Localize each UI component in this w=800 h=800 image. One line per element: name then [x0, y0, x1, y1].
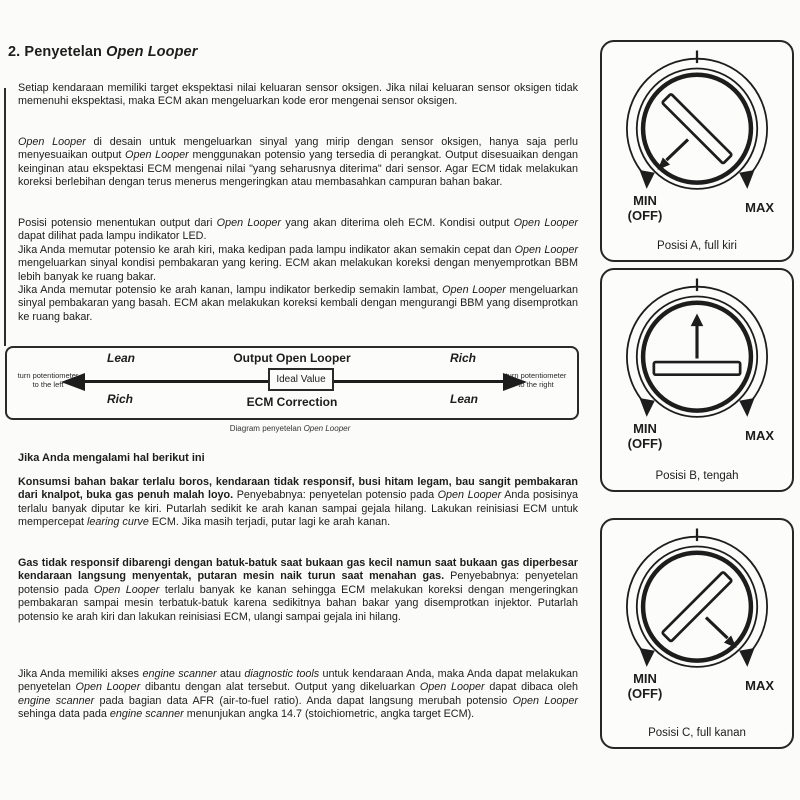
- dial-panel-b: [600, 268, 794, 492]
- diagram-caption: Diagram penyetelan Open Looper: [229, 424, 351, 433]
- min-off-label: MIN (OFF): [627, 421, 663, 451]
- diagram-top-label: Output Open Looper: [233, 351, 351, 365]
- potentiometer-dial-full-left-icon: [607, 46, 787, 197]
- left-arrowhead-icon: [61, 373, 85, 391]
- diagram-bottom-label: ECM Correction: [246, 395, 338, 409]
- page-title: 2. Penyetelan Open Looper: [8, 44, 198, 60]
- dial-caption-a: Posisi A, full kiri: [657, 240, 737, 252]
- min-off-label: MIN (OFF): [627, 193, 663, 223]
- turn-left-note: turn potentiometer to the left: [17, 371, 79, 389]
- max-label: MAX: [745, 678, 774, 693]
- section-subheading: Jika Anda mengalami hal berikut ini: [18, 452, 205, 464]
- potentiometer-dial-full-right-icon: [607, 524, 787, 675]
- rich-right-label: Rich: [450, 351, 477, 365]
- ideal-value-box: Ideal Value: [268, 368, 334, 391]
- body-paragraph-6: Jika Anda memiliki akses engine scanner atau diagnostic tools untuk kendaraan Anda, maka Anda dapat melakukan penyetelan Open Looper dibantu dengan alat tersebut. Output yang dikeluarkan Open Looper dapat dibaca oleh engine scanner pada bagian data AFR (air-to-fuel ratio). Anda dapat langsung merubah potensio Open Looper sehinga data pada engine scanner menunjukan angka 14.7 (stoichiometric, angka target ECM).: [18, 668, 579, 721]
- dial-caption-c: Posisi C, full kanan: [648, 727, 746, 739]
- lean-right-label: Lean: [450, 392, 479, 406]
- turn-right-note: turn potentiometer to the right: [505, 371, 567, 389]
- body-paragraph-3: Posisi potensio menentukan output dari Open Looper yang akan diterima oleh ECM. Kondisi output Open Looper dapat dilihat pada lampu indikator LED. Jika Anda memutar potensio ke arah kiri, maka kedipan pada lampu indikator akan semakin cepat dan Open Looper mengeluarkan sinyal kondisi pembakaran yang kering. ECM akan melakukan koreksi dengan menyemprotkan BBM lebih banyak ke ruang bakar. Jika Anda memutar potensio ke arah kanan, lampu indikator berkedip semakin lambat, Open Looper mengeluarkan sinyal pembakaran yang basah. ECM akan melakukan koreksi kembali dengan mengurangi BBM yang disemprotkan ke ruang bakar.: [18, 217, 579, 323]
- lean-left-label: Lean: [107, 351, 136, 365]
- body-paragraph-1: Setiap kendaraan memiliki target ekspektasi nilai keluaran sensor oksigen. Jika nilai keluaran sensor oksigen tidak memenuhi ekspektasi, maka ECM akan mengeluarkan kode eror mengenai sensor oksigen.: [18, 82, 578, 108]
- dial-panel-c: [600, 518, 794, 749]
- tuning-diagram: [5, 346, 579, 420]
- dial-panel-a: [600, 40, 794, 262]
- max-label: MAX: [745, 200, 774, 215]
- max-label: MAX: [745, 428, 774, 443]
- dial-caption-b: Posisi B, tengah: [655, 470, 739, 482]
- rich-left-label: Rich: [107, 392, 134, 406]
- potentiometer-dial-center-icon: [607, 274, 787, 425]
- right-arrowhead-icon: [503, 373, 527, 391]
- body-paragraph-5: Gas tidak responsif dibarengi dengan batuk-batuk saat bukaan gas kecil namun saat bukaan gas diperbesar kendaraan langsung menyentak, putaran mesin naik turun saat menahan gas. Penyebabnya: penyetelan potensio pada Open Looper terlalu banyak ke kanan sehingga ECM melakukan koreksi dengan mengeringkan pembakaran sampai mesin terbatuk-batuk karena sedikitnya bahan bakar yang disemprotkan injektor. Putarlah potensio ke arah kiri dan lakukan reinisiasi ECM, ulangi sampai gejala ini hilang.: [18, 557, 578, 623]
- min-off-label: MIN (OFF): [627, 671, 663, 701]
- left-margin-rule: [4, 88, 6, 346]
- body-paragraph-2: Open Looper di desain untuk mengeluarkan sinyal yang mirip dengan sensor oksigen, hanya saja perlu menyesuaikan output Open Looper menggunakan potensio yang tersedia di perangkat. Output disesuaikan dengan keinginan atau ekspektasi ECM mengenai nilai "yang seharusnya diterima" dari sensor. Agar ECM tidak melakukan koreksi berlebihan dengan terus menerus mengeringkan atau membasahkan campuran bahan bakar.: [18, 136, 579, 189]
- body-paragraph-4: Konsumsi bahan bakar terlalu boros, kendaraan tidak responsif, busi hitam legam, bau sangit pembakaran dari knalpot, buka gas penuh malah loyo. Penyebabnya: penyetelan potensio pada Open Looper Anda posisinya terlalu banyak diputar ke kiri. Putarlah sedikit ke arah kanan sampai gejala hilang. Lakukan reinisiasi ECM untuk mempercepat learing curve ECM. Jika masih terjadi, putar lagi ke arah kanan.: [18, 476, 578, 529]
